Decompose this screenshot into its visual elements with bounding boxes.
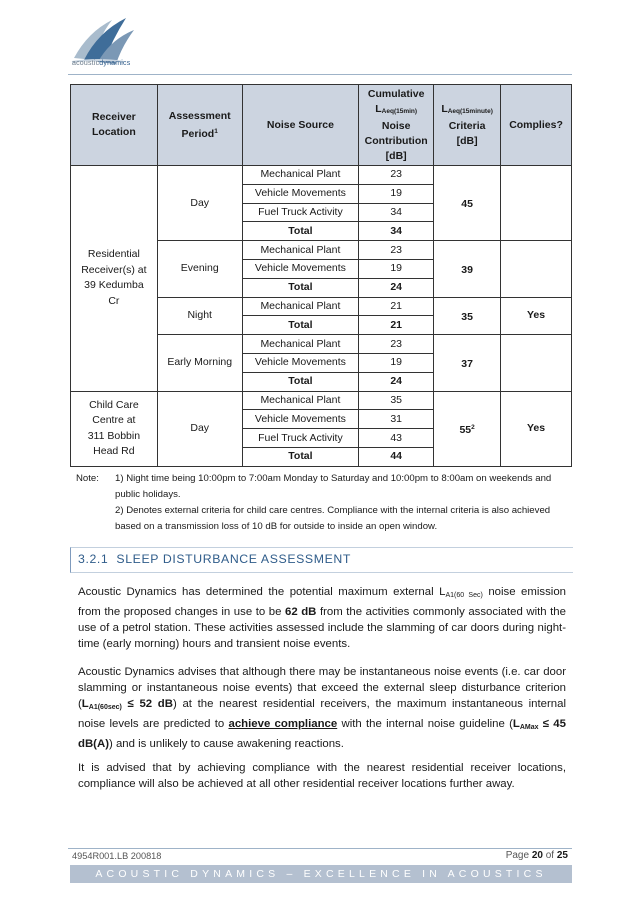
contribution-cell: 23	[359, 241, 434, 260]
paragraph-2: Acoustic Dynamics advises that although there may be instantaneous noise events (i.e. car door slamming or instantaneous noise events) that exceed the external sleep disturbance criterion (LA1(60sec) ≤ 52 dB) at the nearest residential receivers, the maximum instantaneous internal noise levels are predicted to achieve compliance with the internal noise guideline (LAMax ≤ 45 dB(A)) and is unlikely to cause awakening reactions.	[78, 666, 566, 750]
total-value-cell: 44	[359, 447, 434, 466]
header-noise-source: Noise Source	[242, 85, 359, 166]
paragraph-1: Acoustic Dynamics has determined the potential maximum external LA1(60 Sec) noise emission from the proposed changes in use to be 62 dB from the activities commonly associated with the use of a petrol station. These activities assessed include the slamming of car doors during night-time (early morning) hours and transient noise events.	[78, 586, 566, 650]
noise-source-cell: Vehicle Movements	[242, 353, 359, 372]
contribution-cell: 23	[359, 166, 434, 185]
noise-source-cell: Mechanical Plant	[242, 335, 359, 354]
total-label-cell: Total	[242, 372, 359, 391]
total-label-cell: Total	[242, 222, 359, 241]
header-complies: Complies?	[501, 85, 572, 166]
footer-banner: ACOUSTIC DYNAMICS – EXCELLENCE IN ACOUSTICS	[70, 865, 572, 883]
total-label-cell: Total	[242, 316, 359, 335]
period-cell: Early Morning	[157, 335, 242, 391]
criteria-cell: 37	[434, 335, 501, 391]
criteria-cell: 39	[434, 241, 501, 297]
section-heading: 3.2.1 SLEEP DISTURBANCE ASSESSMENT	[78, 552, 351, 566]
criteria-cell: 45	[434, 166, 501, 241]
contribution-cell: 31	[359, 410, 434, 429]
complies-cell	[501, 241, 572, 297]
total-label-cell: Total	[242, 447, 359, 466]
page-number: Page 20 of 25	[505, 850, 568, 861]
receiver-location-childcare: Child Care Centre at 311 Bobbin Head Rd	[71, 391, 158, 466]
logo-wordmark: acousticdynamics	[72, 60, 131, 67]
receiver-location-residential: Residential Receiver(s) at 39 Kedumba Cr	[71, 166, 158, 392]
criteria-cell: $55^2$	[434, 391, 501, 466]
noise-source-cell: Mechanical Plant	[242, 391, 359, 410]
paragraph-3: It is advised that by achieving compliance with the nearest residential receiver locations, compliance will also be achieved at all other residential receiver locations further away.	[78, 762, 566, 790]
noise-assessment-table	[70, 84, 572, 467]
table-notes	[76, 471, 568, 535]
complies-cell	[501, 335, 572, 391]
header-assessment-period: Assessment Period$^1$	[157, 85, 242, 166]
total-value-cell: 24	[359, 372, 434, 391]
table-row	[71, 391, 572, 410]
total-label-cell: Total	[242, 278, 359, 297]
complies-cell: Yes	[501, 391, 572, 466]
contribution-cell: 34	[359, 203, 434, 222]
total-value-cell: 24	[359, 278, 434, 297]
period-cell: Night	[157, 297, 242, 335]
contribution-cell: 43	[359, 429, 434, 448]
contribution-cell: 19	[359, 259, 434, 278]
table-row	[71, 166, 572, 185]
period-cell: Evening	[157, 241, 242, 297]
noise-source-cell: Fuel Truck Activity	[242, 429, 359, 448]
note-item: 1) Night time being 10:00pm to 7:00am Monday to Saturday and 10:00pm to 8:00am on weekends and public holidays.	[115, 473, 552, 500]
total-value-cell: 21	[359, 316, 434, 335]
contribution-cell: 19	[359, 353, 434, 372]
total-value-cell: 34	[359, 222, 434, 241]
header-criteria: LAeq(15minute) Criteria [dB]	[434, 85, 501, 166]
criteria-cell: 35	[434, 297, 501, 335]
noise-source-cell: Fuel Truck Activity	[242, 203, 359, 222]
contribution-cell: 19	[359, 184, 434, 203]
complies-cell: Yes	[501, 297, 572, 335]
document-reference: 4954R001.LB 200818	[72, 851, 162, 861]
header-divider	[68, 74, 572, 75]
table-header-row	[71, 85, 572, 166]
noise-source-cell: Mechanical Plant	[242, 241, 359, 260]
header-cumulative-contribution: Cumulative LAeq(15min) Noise Contribution [dB]	[359, 85, 434, 166]
noise-source-cell: Vehicle Movements	[242, 184, 359, 203]
footer-divider	[68, 848, 572, 849]
contribution-cell: 35	[359, 391, 434, 410]
period-cell: Day	[157, 166, 242, 241]
header-receiver-location: Receiver Location	[71, 85, 158, 166]
contribution-cell: 23	[359, 335, 434, 354]
noise-source-cell: Mechanical Plant	[242, 166, 359, 185]
complies-cell	[501, 166, 572, 241]
contribution-cell: 21	[359, 297, 434, 316]
noise-source-cell: Mechanical Plant	[242, 297, 359, 316]
note-item: 2) Denotes external criteria for child care centres. Compliance with the internal criteria is also achieved based on a transmission loss of 10 dB for outside to inside an open window.	[115, 505, 551, 532]
noise-source-cell: Vehicle Movements	[242, 259, 359, 278]
period-cell: Day	[157, 391, 242, 466]
noise-source-cell: Vehicle Movements	[242, 410, 359, 429]
notes-label: Note:	[76, 473, 99, 484]
